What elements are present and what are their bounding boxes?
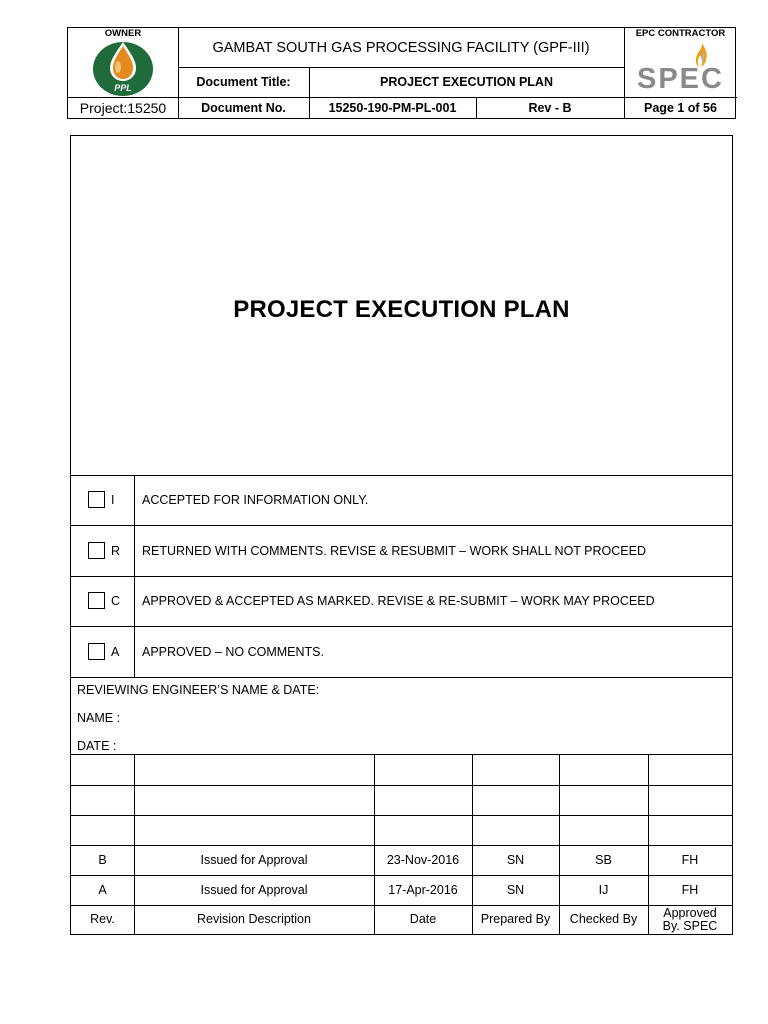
reviewer-name-field[interactable]: NAME : [77,711,121,725]
project-number: Project:15250 [79,100,167,116]
checkbox-i[interactable] [88,491,105,508]
divider [71,815,732,816]
table-cell: 23-Nov-2016 [386,852,460,867]
review-option-text: APPROVED – NO COMMENTS. [142,645,324,659]
review-option-text: ACCEPTED FOR INFORMATION ONLY. [142,493,369,507]
table-cell: IJ [598,882,609,897]
table-cell: FH [681,882,699,897]
column-header: Checked By [569,912,638,926]
document-number-label: Document No. [201,101,286,115]
owner-label: OWNER [104,28,142,39]
document-title-label: Document Title: [196,75,291,89]
spec-logo-text: SPEC [637,62,724,95]
ppl-logo [92,39,154,97]
table-cell: FH [681,852,699,867]
review-code: R [111,544,121,558]
column-header: Date [409,912,437,926]
column-header: Rev. [90,912,115,926]
document-title: PROJECT EXECUTION PLAN [380,75,553,89]
document-number: 15250-190-PM-PL-001 [328,101,457,115]
table-cell: Issued for Approval [200,882,308,897]
review-code: I [111,493,115,507]
divider [71,677,732,678]
review-option-c [71,576,732,626]
revision: Rev - B [528,101,572,115]
facility-name: GAMBAT SOUTH GAS PROCESSING FACILITY (GPF-III) [212,39,590,56]
cover-page-frame [70,135,733,935]
table-cell: SN [506,882,525,897]
table-cell: SN [506,852,525,867]
ppl-logo-text: PPL [114,83,132,93]
table-cell: Issued for Approval [200,852,308,867]
document-header [67,27,736,119]
review-option-text: RETURNED WITH COMMENTS. REVISE & RESUBMIT – WORK SHALL NOT PROCEED [142,544,646,558]
review-option-r [71,526,732,576]
review-option-text: APPROVED & ACCEPTED AS MARKED. REVISE & RE-SUBMIT – WORK MAY PROCEED [142,594,655,608]
review-code: A [111,645,120,659]
review-code: C [111,594,121,608]
column-header: Prepared By [480,912,551,926]
document-main-title: PROJECT EXECUTION PLAN [233,296,570,323]
divider [71,754,732,755]
epc-contractor-label: EPC CONTRACTOR [635,28,726,39]
review-option-i [71,475,732,525]
checkbox-a[interactable] [88,643,105,660]
table-cell: 17-Apr-2016 [388,882,458,897]
checkbox-c[interactable] [88,592,105,609]
checkbox-r[interactable] [88,542,105,559]
review-option-a [71,627,732,677]
reviewer-heading: REVIEWING ENGINEER’S NAME & DATE: [77,683,320,697]
reviewer-date-field[interactable]: DATE : [77,739,117,753]
column-header: Approved By. SPEC [662,905,718,933]
column-header: Revision Description [197,912,311,926]
table-cell: A [98,882,107,897]
table-cell: SB [595,852,612,867]
page-number: Page 1 of 56 [644,101,717,115]
table-cell: B [98,852,107,867]
divider [71,785,732,786]
